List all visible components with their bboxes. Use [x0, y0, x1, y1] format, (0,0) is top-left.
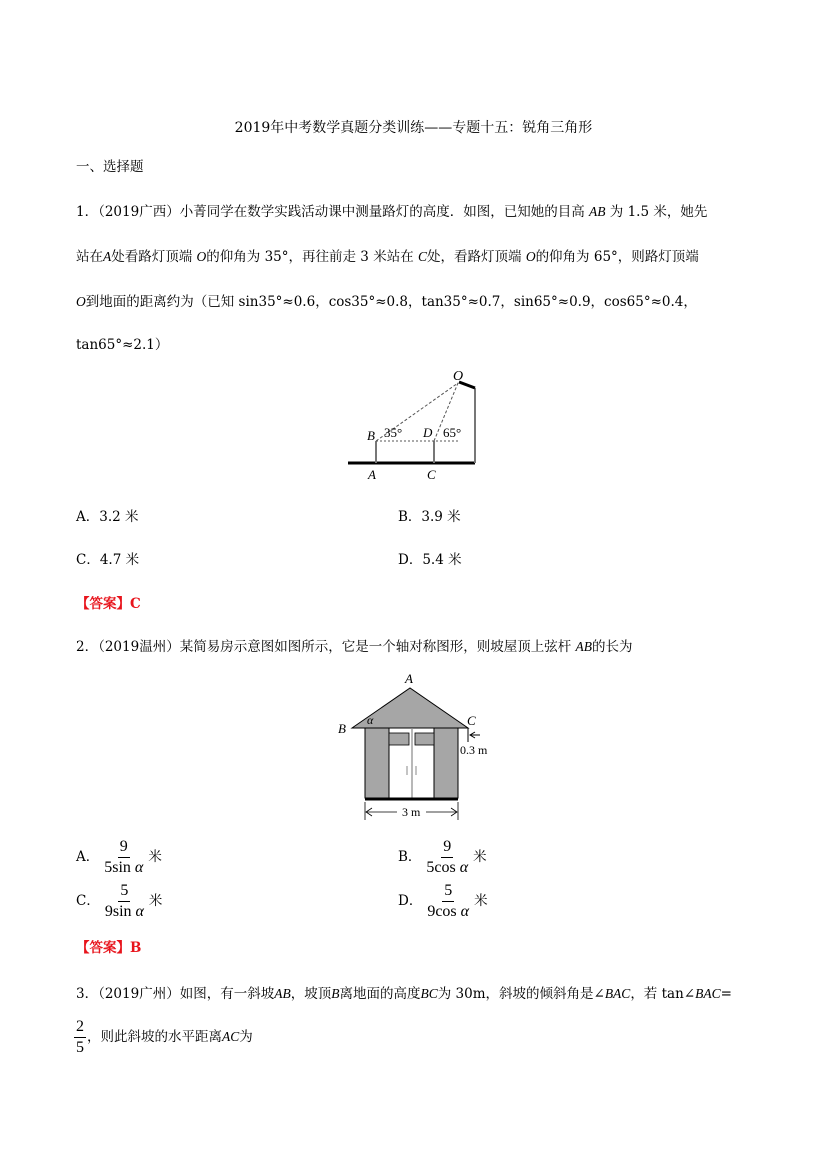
q2-answer	[76, 936, 141, 956]
option-text: 5.4 米	[422, 552, 462, 568]
q1-number: 1．	[76, 204, 99, 220]
angle-35-label: 35°	[384, 425, 403, 440]
q1-streetlight-figure	[340, 360, 490, 485]
q1-option-d	[398, 548, 462, 568]
label-b: B	[367, 428, 375, 443]
q1-option-c	[76, 548, 139, 568]
coef: 5	[104, 859, 113, 876]
q1-var: O	[76, 294, 86, 309]
window-right	[415, 733, 434, 745]
q1-line-2	[76, 245, 699, 265]
label-alpha: α	[367, 713, 374, 727]
var: α	[460, 903, 470, 920]
q1-option-b	[398, 505, 461, 525]
q3-line-2	[74, 1018, 253, 1057]
q2-source: （2019温州）	[98, 639, 180, 655]
option-text: 3.2 米	[99, 509, 139, 525]
q2-var: AB	[575, 639, 592, 654]
trig-fn: cos	[434, 859, 456, 876]
q3-line-1	[76, 982, 732, 1002]
label-b: B	[338, 721, 346, 736]
label-a: A	[368, 467, 376, 482]
numerator: 9	[118, 838, 130, 858]
option-letter: A．	[76, 849, 100, 865]
q1-text: 的仰角为 65°，则路灯顶端	[535, 249, 699, 265]
fraction	[103, 882, 146, 921]
q2-text: 的长为	[592, 639, 633, 655]
option-letter: D．	[398, 893, 423, 909]
q2-option-d	[398, 882, 488, 921]
label-o: O	[453, 369, 464, 384]
answer-value: B	[130, 940, 142, 956]
option-letter: B．	[398, 849, 422, 865]
coef: 9	[427, 903, 436, 920]
width-label: 3 m	[402, 805, 421, 819]
trig-fn: sin	[112, 859, 131, 876]
q3-var: BC	[420, 986, 438, 1001]
q3-number: 3．	[76, 986, 99, 1002]
var: α	[135, 903, 144, 920]
q1-text: 的仰角为 35°，再往前走 3 米站在	[206, 249, 414, 265]
fraction	[102, 838, 145, 877]
q1-var: A	[103, 249, 112, 264]
label-d: D	[423, 425, 433, 440]
q1-text: 处，看路灯顶端	[427, 249, 522, 265]
denominator	[102, 858, 145, 877]
q1-text: 处看路灯顶端	[111, 249, 193, 265]
q3-text: ，若 tan∠	[630, 986, 696, 1002]
coef: 9	[104, 903, 113, 920]
left-wall	[365, 728, 389, 798]
denominator	[424, 858, 470, 877]
var: α	[459, 859, 469, 876]
q3-text: 为	[239, 1029, 253, 1045]
label-c: C	[427, 467, 436, 482]
q2-house-figure	[330, 665, 500, 825]
q1-text: 为 1.5 米，她先	[609, 204, 708, 220]
option-letter: C．	[76, 893, 100, 909]
unit: 米	[148, 849, 162, 865]
answer-label: 【答案】	[76, 596, 130, 612]
document-title: 2019年中考数学真题分类训练——专题十五：锐角三角形	[234, 120, 593, 136]
q2-option-c	[76, 882, 162, 921]
option-text: 4.7 米	[99, 552, 140, 568]
unit: 米	[148, 893, 163, 909]
q3-var: AB	[274, 986, 291, 1001]
coef: 5	[426, 859, 435, 876]
trig-fn: cos	[435, 903, 457, 920]
option-letter: C．	[76, 552, 100, 568]
denominator: 5	[76, 1039, 84, 1056]
window-left	[389, 733, 409, 745]
q2-number: 2．	[76, 639, 99, 655]
numerator: 5	[442, 882, 454, 902]
eave-label: 0.3 m	[460, 743, 488, 757]
q1-var: AB	[589, 204, 606, 219]
q3-text: 如图，有一斜坡	[179, 986, 275, 1002]
q3-text: =	[720, 986, 732, 1002]
q1-answer	[76, 592, 141, 612]
q1-line-1	[76, 200, 707, 220]
numerator: 2	[74, 1018, 86, 1038]
numerator: 5	[118, 882, 130, 902]
denominator	[425, 902, 471, 921]
var: α	[134, 859, 144, 876]
q1-option-a	[76, 505, 139, 525]
q3-source: （2019广州）	[98, 986, 180, 1002]
q2-option-a	[76, 838, 162, 877]
trig-fn: sin	[112, 903, 132, 920]
label-a: A	[405, 671, 413, 686]
q2-option-b	[398, 838, 487, 877]
option-letter: A．	[76, 509, 100, 525]
q3-var: BAC	[604, 986, 631, 1001]
fraction	[424, 838, 470, 877]
q3-var: AC	[222, 1029, 240, 1044]
numerator: 9	[441, 838, 453, 858]
q3-text: 离地面的高度	[339, 986, 421, 1002]
q3-text: 为 30m，斜坡的倾斜角是∠	[437, 986, 605, 1002]
q1-text: 站在	[76, 249, 103, 265]
q1-line-3	[76, 290, 697, 310]
q2-line-1	[76, 635, 633, 655]
q1-var: O	[196, 249, 207, 264]
fraction-two-fifths	[74, 1018, 86, 1057]
angle-65-label: 65°	[443, 425, 462, 440]
q1-var: C	[418, 249, 428, 264]
q3-var: BAC	[695, 986, 721, 1001]
unit: 米	[473, 849, 487, 865]
q1-text: 小菁同学在数学实践活动课中测量路灯的高度．如图，已知她的目高	[179, 204, 585, 220]
q3-text: ，坡顶	[290, 986, 332, 1002]
q3-text: ，则此斜坡的水平距离	[87, 1029, 222, 1045]
option-letter: D．	[398, 552, 423, 568]
option-letter: B．	[398, 509, 422, 525]
q1-var: O	[525, 249, 536, 264]
denominator	[103, 902, 146, 921]
right-wall	[434, 728, 458, 798]
answer-label: 【答案】	[76, 940, 130, 956]
q1-source: （2019广西）	[98, 204, 180, 220]
answer-value: C	[130, 596, 141, 612]
label-c: C	[467, 713, 476, 728]
q1-line-4: tan65°≈2.1）	[76, 337, 169, 353]
q1-text: 到地面的距离约为（已知 sin35°≈0.6，cos35°≈0.8，tan35°≈0.7，sin65°≈0.9，cos65°≈0.4，	[85, 294, 697, 310]
fraction	[425, 882, 471, 921]
unit: 米	[474, 893, 488, 909]
q2-text: 某简易房示意图如图所示，它是一个轴对称图形，则坡屋顶上弦杆	[179, 639, 572, 655]
section-heading: 一、选择题	[76, 159, 144, 175]
q3-var: B	[331, 986, 340, 1001]
option-text: 3.9 米	[421, 509, 461, 525]
